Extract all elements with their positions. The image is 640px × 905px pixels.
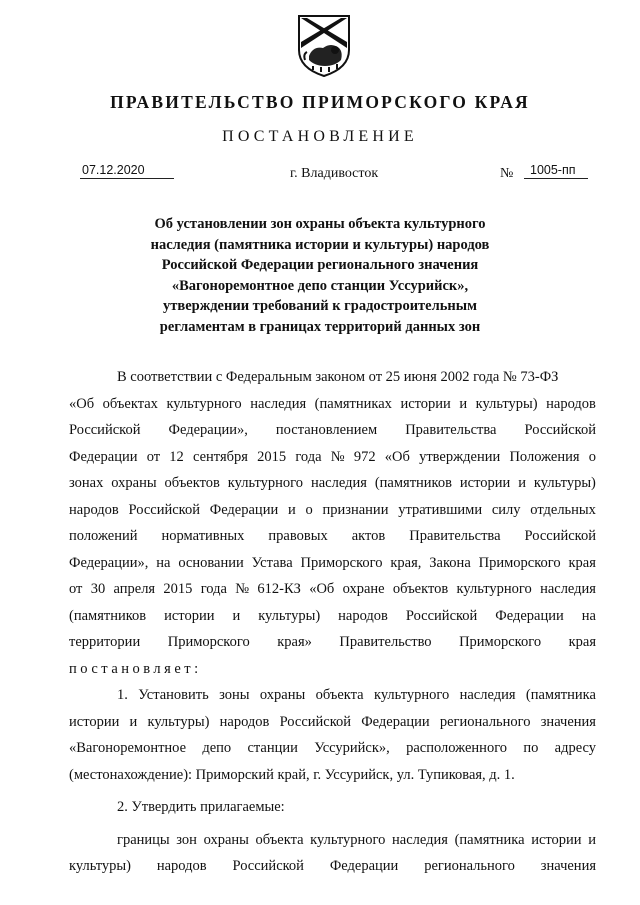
body-line: зонах охраны объектов культурного наследия (памятников истории и культуры) [69, 475, 596, 491]
document-body [69, 364, 596, 880]
number-sign: № [500, 166, 514, 181]
body-line: «Вагоноремонтное депо станции Уссурийск», расположенного по адресу [69, 740, 596, 756]
body-line: «Об объектах культурного наследия (памятниках истории и культуры) народов [69, 395, 596, 412]
document-city: г. Владивосток [290, 166, 379, 181]
subject-line: регламентам в границах территорий данных зон [159, 318, 481, 335]
body-line: Российской Федерации», постановлением Правительства Российской [69, 422, 596, 438]
document-number: 1005-пп [524, 163, 588, 179]
body-line: Федерации от 12 сентября 2015 года № 972 «Об утверждении Положения о [69, 448, 596, 465]
body-line: (памятников истории и культуры) народов Российской Федерации на [69, 607, 596, 624]
document-date: 07.12.2020 [80, 163, 174, 179]
document-type: ПОСТАНОВЛЕНИЕ [222, 128, 418, 145]
coat-of-arms-icon [295, 12, 353, 78]
subject-line: наследия (памятника истории и культуры) народов [150, 236, 490, 253]
body-line: 2. Утвердить прилагаемые: [117, 799, 285, 815]
body-line: 1. Установить зоны охраны объекта культурного наследия (памятника [117, 687, 596, 703]
body-line [69, 656, 596, 683]
subject-line: утверждении требований к градостроительным [163, 298, 477, 314]
subject-line: Об установлении зон охраны объекта культурного [154, 216, 486, 232]
document-subject [120, 214, 520, 337]
government-title: ПРАВИТЕЛЬСТВО ПРИМОРСКОГО КРАЯ [110, 92, 530, 112]
body-line: (местонахождение): Приморский край, г. Уссурийск, ул. Тупиковая, д. 1. [69, 766, 515, 783]
body-line: положений нормативных правовых актов Правительства Российской [69, 528, 596, 544]
body-line: границы зон охраны объекта культурного наследия (памятника истории и [117, 831, 596, 848]
subject-line: Российской Федерации регионального значения [161, 257, 479, 273]
body-line: территории Приморского края» Правительство Приморского края [69, 634, 596, 650]
body-line: народов Российской Федерации и о признании утратившими силу отдельных [69, 501, 596, 518]
resolves-word: постановляет: [69, 660, 202, 677]
body-line: Федерации», на основании Устава Приморского края, Закона Приморского края [69, 554, 596, 571]
body-line: культуры) народов Российской Федерации регионального значения [69, 858, 596, 874]
subject-line: «Вагоноремонтное депо станции Уссурийск», [171, 277, 469, 294]
body-line: от 30 апреля 2015 года № 612-КЗ «Об охране объектов культурного наследия [69, 581, 596, 597]
body-line: В соответствии с Федеральным законом от 25 июня 2002 года № 73-ФЗ [117, 369, 559, 385]
body-line: истории и культуры) народов Российской Федерации регионального значения [69, 713, 596, 730]
